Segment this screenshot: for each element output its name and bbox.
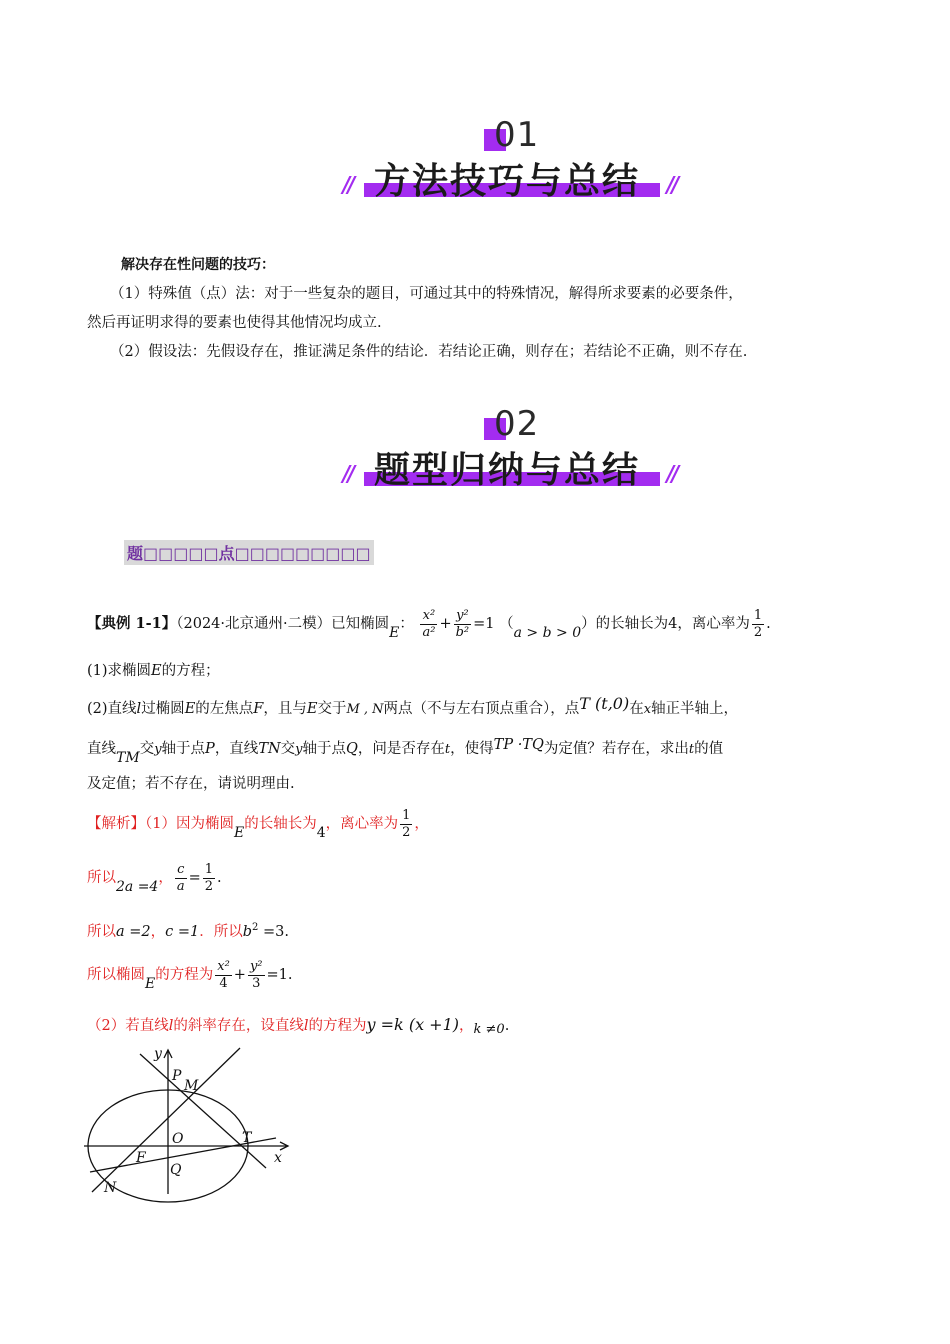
k-condition: k ≠0 [473,1022,505,1037]
text: ，离心率为 [325,816,399,832]
slash-decoration-right: // [663,173,679,198]
example-question-4: 及定值；若不存在，请说明理由. [87,776,295,792]
condition: a > b > 0 [513,625,582,641]
text: 的斜率存在，设直线 [173,1018,304,1034]
eq-2a: 2a =4 [116,879,159,895]
example-question-1 [87,660,220,682]
section-number: 02 [494,404,540,444]
tips-item-1-line-1: （1）特殊值（点）法：对于一些复杂的题目，可通过其中的特殊情况，解得所求要素的必要条件， [110,286,743,302]
text: 的方程为 [155,967,214,983]
text: 过椭圆 [141,701,185,717]
var-y: y [154,742,162,757]
text: 交 [139,741,155,757]
period: . [284,923,290,940]
ellipse-name: E [389,625,400,641]
text: ，问是否存在 [357,741,445,757]
text: 轴正半轴上， [651,701,739,717]
solution-line-1 [87,806,429,842]
text: 所以椭圆 [87,967,145,983]
tips-heading: 解决存在性问题的技巧： [121,257,275,273]
var-e: E [233,825,245,841]
var-f: F [253,701,264,717]
text: ， [150,923,166,940]
var-tn: TN [258,741,281,757]
condition-close: ）的长轴长为4，离心率为 [581,616,750,632]
condition-open: （ [499,616,514,632]
fraction-x2-a2: $\frac{\text{x²}}{\text{a²}}$ [422,607,436,640]
label-y: y [154,1046,162,1062]
text: 的左焦点 [195,701,254,717]
text: 为定值？若存在，求出 [543,741,689,757]
var-e: E [184,701,196,717]
example-line-1 [87,606,771,642]
example-source: （2024·北京通州·二模）已知椭圆 [176,616,390,632]
label-p: P [172,1068,182,1084]
text: 的长轴长为 [244,816,317,832]
section-heading-1 [0,115,950,205]
section-title: 方法技巧与总结 [374,161,641,202]
var-y: y [295,742,303,757]
fraction-half: $\frac{1}{2}$ [204,861,214,894]
section-heading-2 [0,404,950,494]
text: 直线 [87,741,116,757]
label-n: N [104,1180,117,1196]
text: ，且与 [263,701,307,717]
ellipse-name: E [151,663,162,679]
section-number: 01 [494,115,540,155]
slash-decoration-right: // [663,462,679,487]
period: . [504,1018,510,1034]
var-e: E [306,701,318,717]
text: 所以 [87,923,116,940]
line-equation: y =k (x +1) [366,1015,460,1034]
eq-c: c =1 [165,923,200,940]
ellipse-figure [80,1044,300,1204]
period: . [766,616,771,632]
var-t: t [688,742,695,757]
topic-tag: 题□□□□□点□□□□□□□□□ [124,540,374,565]
text: 的方程为 [308,1018,367,1034]
text: ．所以 [199,923,243,940]
text: 交 [280,741,296,757]
eq-b2: =3 [258,923,285,940]
example-question-3 [87,737,724,766]
var-l: l [168,1018,174,1034]
text: 的值 [694,741,724,757]
period: . [217,870,222,886]
fraction-y2-3: $\frac{\text{y²}}{3}$ [249,958,263,991]
text: ，直线 [214,741,259,757]
plus-sign: + [233,967,246,983]
label-f: F [136,1150,146,1166]
example-label: 【典例 1-1】 [87,615,177,632]
solution-label: 【解析】 [87,816,145,832]
var-l: l [303,1018,309,1034]
text: ， [414,816,429,832]
text: ， [459,1018,474,1034]
fraction-c-a: $\frac{c}{a}$ [176,861,185,894]
var-t-point: T (t,0) [579,694,630,713]
text: 在 [629,701,644,717]
example-question-2 [87,694,739,721]
tips-item-2: （2）假设法：先假设存在，推证满足条件的结论．若结论正确，则存在；若结论不正确，则不存在. [110,344,748,360]
solution-line-4 [87,955,292,995]
solution-line-2 [87,860,222,896]
value-4: 4 [316,825,326,841]
label-o: O [172,1131,184,1147]
label-m: M [184,1078,199,1094]
plus-sign: + [439,616,452,632]
var-b: b [242,923,253,940]
line-l [92,1048,240,1192]
label-t: T [242,1130,252,1146]
slash-decoration-left: // [339,173,355,198]
var-t: t [444,742,451,757]
text: （1）因为椭圆 [145,816,234,832]
q1-text: (1)求椭圆 [87,663,152,679]
slash-decoration-left: // [339,462,355,487]
var-mn: M , N [346,702,384,717]
solution-line-3 [87,917,289,943]
text: 所以 [87,870,116,886]
label-x: x [274,1150,282,1166]
fraction-y2-b2: $\frac{\text{y²}}{\text{b²}}$ [455,607,470,640]
text: ， [158,870,173,886]
eq-a: a =2 [116,923,151,940]
var-q: Q [346,741,358,757]
solution-line-5 [87,1014,509,1038]
equals: = [188,870,201,886]
text: 轴于点 [161,741,206,757]
var-x: x [643,702,652,717]
var-e: E [145,976,156,992]
label-q: Q [170,1162,182,1178]
section-title: 题型归纳与总结 [374,450,641,491]
equation-rhs: =1 [473,616,495,632]
equals-one: =1. [266,967,293,983]
tips-item-1-line-2: 然后再证明求得的要素也使得其他情况均成立. [87,315,382,331]
text: 轴于点 [302,741,347,757]
fraction-half: $\frac{1}{2}$ [402,807,411,840]
var-l: l [136,701,142,717]
colon: ： [399,616,414,632]
var-tm: TM [116,750,140,766]
text: (2)直线 [87,701,137,717]
text: ，使得 [450,741,494,757]
eccentricity-fraction: $\frac{1}{2}$ [753,607,763,640]
var-product: TP ·TQ [493,737,544,753]
q1-end: 的方程； [161,663,220,679]
text: （2）若直线 [87,1018,169,1034]
text: 交于 [317,701,347,717]
var-p: P [205,741,215,757]
fraction-x2-4: $\frac{\text{x²}}{4}$ [217,958,230,991]
exponent: 2 [252,922,259,933]
text: 两点（不与左右顶点重合），点 [383,701,580,717]
